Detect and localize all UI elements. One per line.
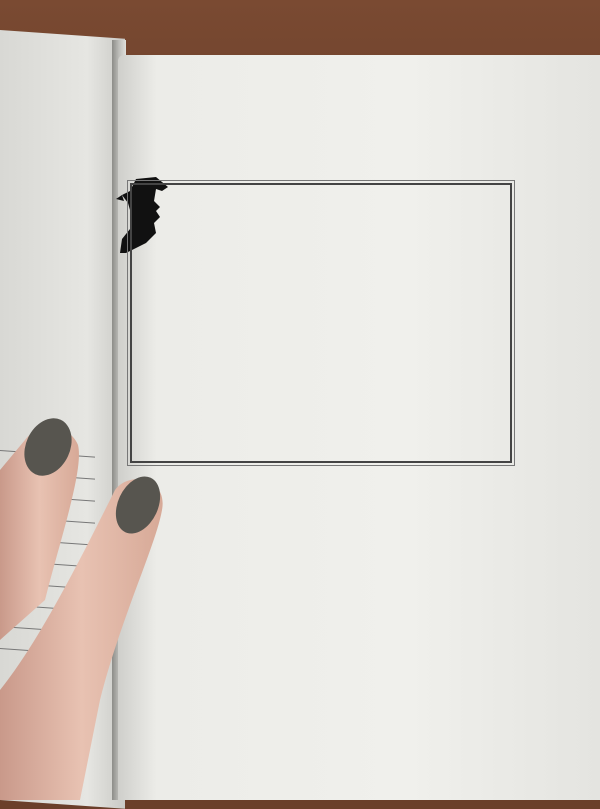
- right-page: [118, 55, 600, 800]
- left-line: [4, 148, 125, 157]
- questions-list: [158, 469, 488, 520]
- left-line: [0, 90, 121, 99]
- left-line: [4, 130, 125, 139]
- left-line: [6, 286, 125, 295]
- left-line: [2, 376, 125, 385]
- fact-box: [130, 183, 512, 463]
- left-line: [0, 166, 125, 175]
- left-line: [0, 266, 125, 275]
- left-line: [0, 304, 125, 313]
- vocabulary-list: [166, 88, 585, 117]
- left-page: [0, 30, 125, 809]
- left-table-lines: [0, 450, 95, 717]
